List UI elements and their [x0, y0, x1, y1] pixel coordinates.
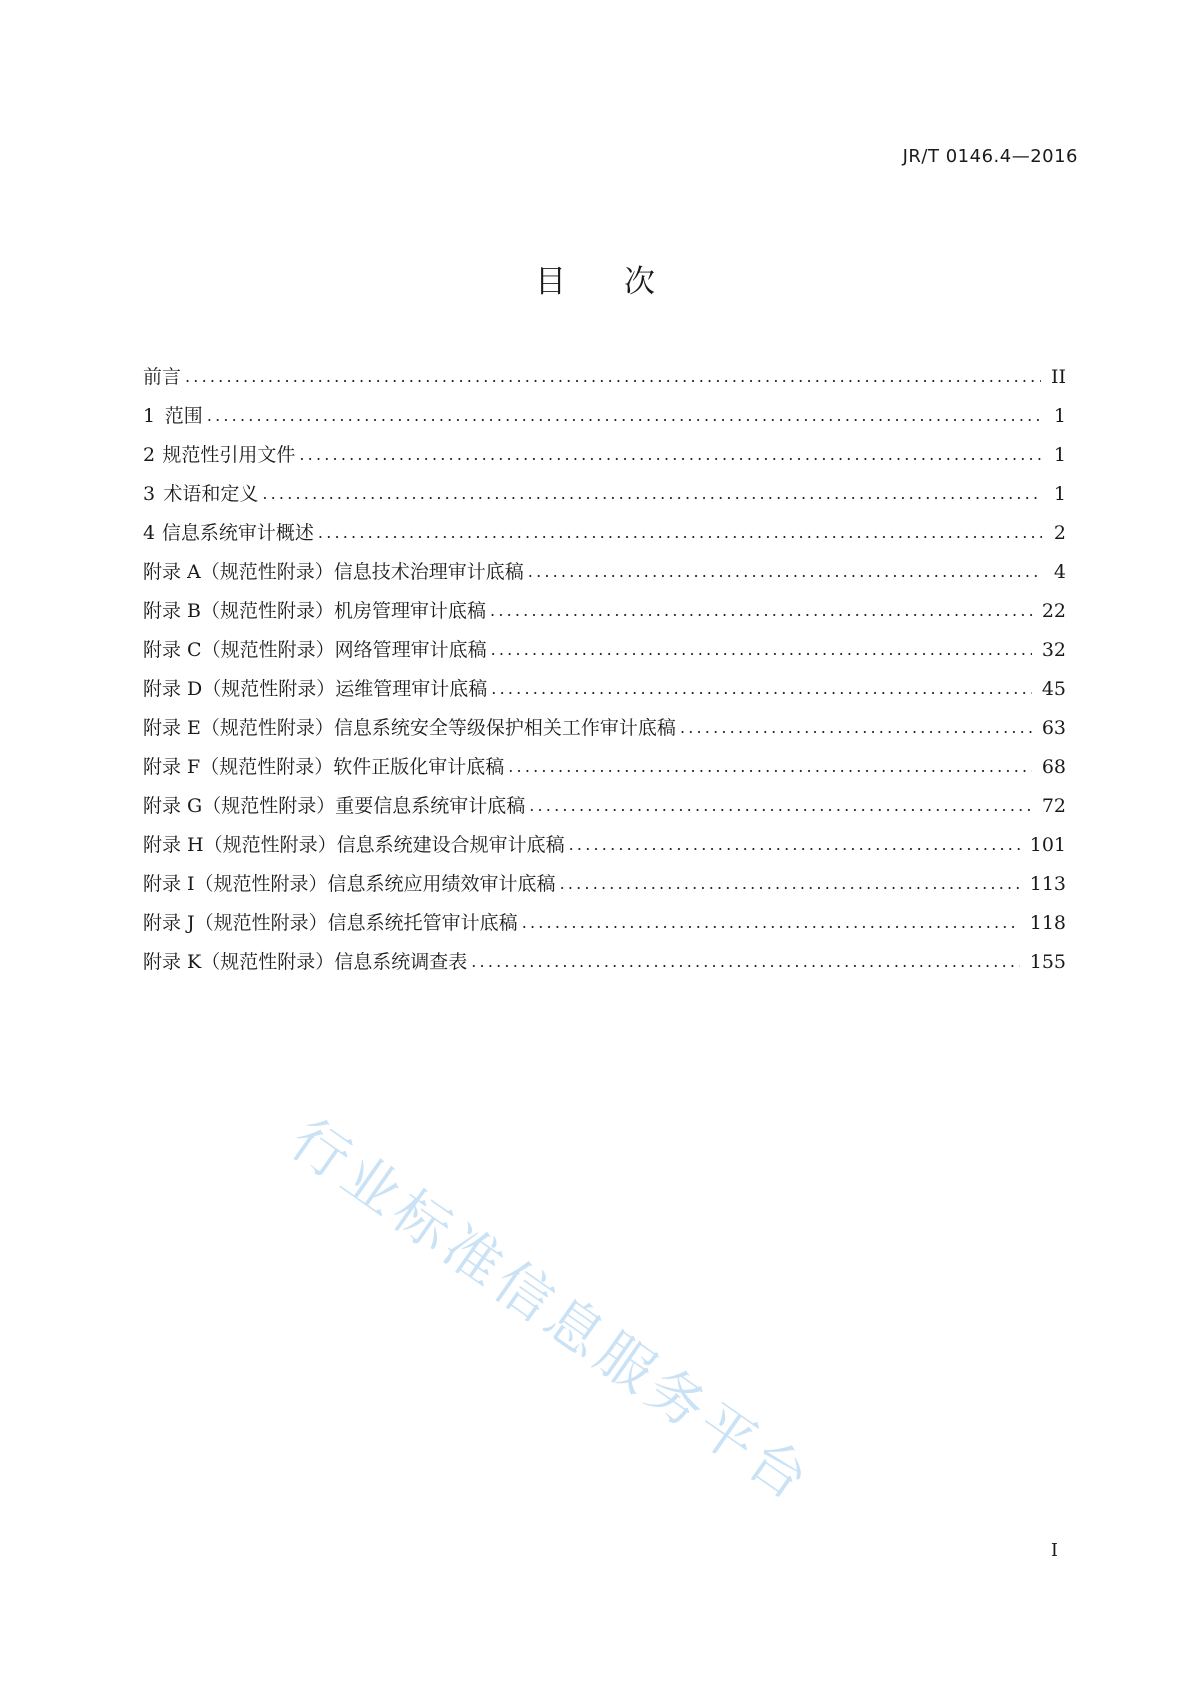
toc-entry-label: 信息系统建设合规审计底稿 [336, 833, 565, 856]
toc-entry-appendix-prefix: 附录 C（规范性附录） [143, 638, 335, 661]
toc-entry-number: 1 [143, 404, 156, 427]
toc-entry-page: 22 [1041, 599, 1066, 622]
toc-entry-label: 信息技术治理审计底稿 [333, 560, 524, 583]
toc-entry[interactable] [143, 669, 1066, 708]
toc-entry-page: 72 [1041, 794, 1066, 817]
toc-entry-appendix-prefix: 附录 G（规范性附录） [143, 794, 336, 817]
toc-title-char-1: 目 [535, 264, 566, 300]
toc-entry[interactable] [143, 786, 1066, 825]
toc-entry-leader-dots [522, 911, 1020, 935]
toc-entry-appendix-prefix: 附录 A（规范性附录） [143, 560, 334, 583]
toc-entry[interactable] [143, 747, 1066, 786]
toc-entry-number: 4 [143, 521, 156, 544]
toc-entry-label: 重要信息系统审计底稿 [335, 794, 526, 817]
toc-entry[interactable] [143, 552, 1066, 591]
toc-entry-page: 4 [1053, 560, 1066, 583]
table-of-contents [143, 357, 1066, 981]
document-code: JR/T 0146.4—2016 [902, 146, 1078, 167]
toc-entry-appendix-prefix: 附录 J（规范性附录） [143, 911, 328, 934]
toc-entry-leader-dots [299, 443, 1042, 467]
toc-entry[interactable] [143, 903, 1066, 942]
toc-title-char-2: 次 [624, 264, 655, 300]
toc-entry-page: 32 [1041, 638, 1066, 661]
toc-entry[interactable] [143, 396, 1066, 435]
watermark: 行业标准信息服务平台 [278, 1107, 824, 1516]
toc-entry[interactable] [143, 942, 1066, 981]
toc-entry-leader-dots [491, 677, 1032, 701]
toc-entry-label: 信息系统安全等级保护相关工作审计底稿 [333, 716, 676, 739]
toc-entry-label: 信息系统审计概述 [161, 521, 314, 544]
toc-entry[interactable] [143, 513, 1066, 552]
toc-entry[interactable] [143, 435, 1066, 474]
toc-entry-leader-dots [528, 560, 1042, 584]
toc-entry-leader-dots [491, 638, 1032, 662]
toc-entry-label: 信息系统调查表 [334, 950, 468, 973]
toc-entry-appendix-prefix: 附录 I（规范性附录） [143, 872, 328, 895]
toc-entry-appendix-prefix: 附录 D（规范性附录） [143, 677, 336, 700]
toc-entry-appendix-prefix: 附录 B（规范性附录） [143, 599, 335, 622]
toc-entry-page: 101 [1029, 833, 1066, 856]
toc-entry-leader-dots [529, 794, 1032, 818]
toc-entry[interactable] [143, 357, 1066, 396]
toc-entry-label: 术语和定义 [163, 482, 259, 505]
toc-entry-appendix-prefix: 附录 F（规范性附录） [143, 755, 334, 778]
toc-entry-appendix-prefix: 附录 E（规范性附录） [143, 716, 334, 739]
toc-entry[interactable] [143, 825, 1066, 864]
toc-entry-appendix-prefix: 附录 H（规范性附录） [143, 833, 337, 856]
toc-entry-number: 2 [143, 443, 156, 466]
toc-entry-page: 1 [1053, 404, 1066, 427]
toc-entry[interactable] [143, 474, 1066, 513]
toc-entry-leader-dots [490, 599, 1032, 623]
toc-entry-label: 软件正版化审计底稿 [333, 755, 505, 778]
toc-entry-page: 68 [1041, 755, 1066, 778]
toc-entry[interactable] [143, 864, 1066, 903]
toc-entry-leader-dots [185, 365, 1041, 389]
toc-entry-leader-dots [207, 404, 1042, 428]
toc-entry-number: 3 [143, 482, 156, 505]
toc-entry-label: 范围 [164, 404, 203, 427]
toc-entry-leader-dots [318, 521, 1042, 545]
toc-entry-page: 63 [1041, 716, 1066, 739]
toc-entry[interactable] [143, 591, 1066, 630]
toc-entry-leader-dots [471, 950, 1019, 974]
toc-entry-page: 113 [1029, 872, 1066, 895]
toc-entry-leader-dots [508, 755, 1032, 779]
toc-entry-page: 2 [1053, 521, 1066, 544]
toc-entry-leader-dots [560, 872, 1020, 896]
toc-entry-leader-dots [680, 716, 1032, 740]
toc-entry-page: 155 [1029, 950, 1066, 973]
toc-entry-label: 运维管理审计底稿 [335, 677, 488, 700]
toc-entry-leader-dots [569, 833, 1020, 857]
toc-entry-page: 1 [1053, 443, 1066, 466]
toc-entry-page: 1 [1053, 482, 1066, 505]
toc-entry[interactable] [143, 708, 1066, 747]
toc-entry-page: 118 [1029, 911, 1066, 934]
toc-entry-label: 信息系统托管审计底稿 [327, 911, 518, 934]
toc-title [0, 262, 1190, 302]
page-number: I [1050, 1540, 1058, 1561]
toc-entry-label: 规范性引用文件 [162, 443, 296, 466]
toc-entry-label: 网络管理审计底稿 [334, 638, 487, 661]
toc-entry-label: 机房管理审计底稿 [334, 599, 487, 622]
toc-entry-label: 前言 [143, 365, 182, 388]
toc-entry-page: II [1050, 365, 1066, 388]
toc-entry-leader-dots [262, 482, 1042, 506]
toc-entry-appendix-prefix: 附录 K（规范性附录） [143, 950, 335, 973]
toc-entry-page: 45 [1041, 677, 1066, 700]
toc-entry[interactable] [143, 630, 1066, 669]
toc-entry-label: 信息系统应用绩效审计底稿 [327, 872, 556, 895]
